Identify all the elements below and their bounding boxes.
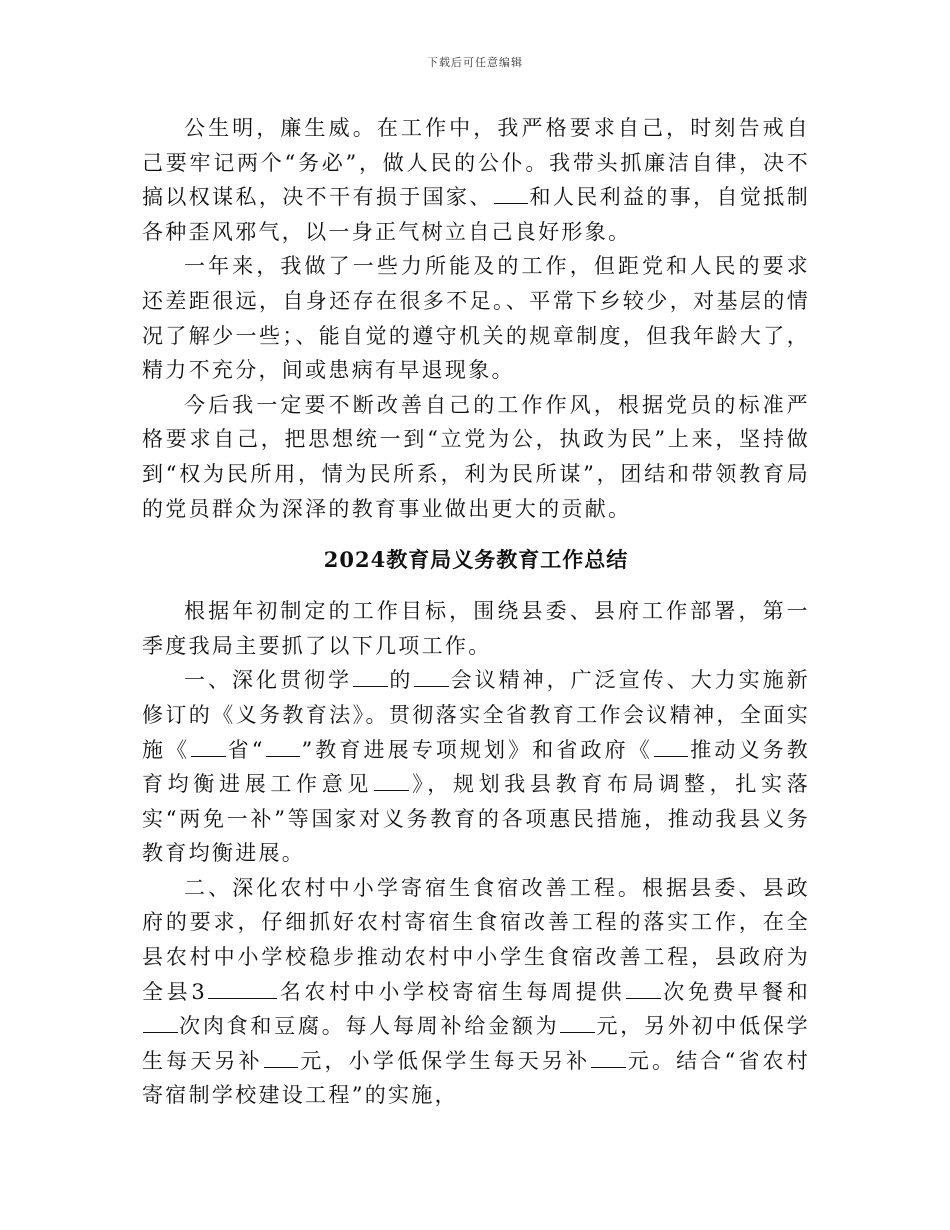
fill-blank [374, 770, 409, 791]
fill-blank [626, 978, 661, 999]
fill-blank [264, 1047, 299, 1068]
document-body [142, 111, 810, 1113]
paragraph: 二、深化农村中小学寄宿生食宿改善工程。根据县委、县政府的要求，仔细抓好农村寄宿生食宿改善工程的落实工作，在全县农村中小学校稳步推动农村中小学生食宿改善工程，县政府为全县3 名农村中小学校寄宿生每周提供 次免费早餐和次肉食和豆腐。每人每周补给金额为 元，另外初中低保学生每天另补 元，小学低保学生每天另补 元。结合“省农村寄宿制学校建设工程”的实施， [142, 875, 811, 1108]
fill-blank [191, 736, 226, 757]
page-header: 下载后可任意编辑 [427, 56, 523, 69]
paragraph: 一、深化贯彻学 的 会议精神，广泛宣传、大力实施新修订的《义务教育法》。贯彻落实全省教育工作会议精神，全面实施《 省“ ”教育进展专项规划》和省政府《 推动义务教育均衡进展工作意见 》，规划我县教育布局调整，扎实落实“两免一补”等国家对义务教育的各项惠民措施，推动我县义务教育均衡进展。 [142, 668, 810, 866]
fill-blank [654, 736, 689, 757]
fill-blank [494, 183, 529, 204]
fill-blank [266, 736, 301, 757]
fill-blank [414, 666, 449, 687]
fill-blank [591, 1047, 626, 1068]
paragraph: 一年来，我做了一些力所能及的工作，但距党和人民的要求还差距很远，自身还存在很多不足。、平常下乡较少，对基层的情况了解少一些；、能自觉的遵守机关的规章制度，但我年龄大了，精力不充分，间或患病有早退现象。 [142, 254, 810, 383]
section-title: 2024教育局义务教育工作总结 [323, 547, 629, 573]
fill-blank [560, 1012, 595, 1033]
fill-blank [208, 978, 277, 999]
paragraph: 今后我一定要不断改善自己的工作作风，根据党员的标准严格要求自己，把思想统一到“立党为公，执政为民”上来，坚持做到“权为民所用，情为民所系，利为民所谋”，团结和带领教育局的党员群众为深泽的教育事业做出更大的贡献。 [142, 392, 810, 521]
fill-blank [143, 1012, 178, 1033]
fill-blank [353, 666, 388, 687]
paragraph: 根据年初制定的工作目标，围绕县委、县府工作部署，第一季度我局主要抓了以下几项工作。 [142, 599, 810, 658]
paragraph: 公生明，廉生威。在工作中，我严格要求自己，时刻告戒自己要牢记两个“务必”，做人民的公仆。我带头抓廉洁自律，决不搞以权谋私，决不干有损于国家、 和人民利益的事，自觉抵制各种歪风邪气，以一身正气树立自己良好形象。 [142, 116, 810, 244]
